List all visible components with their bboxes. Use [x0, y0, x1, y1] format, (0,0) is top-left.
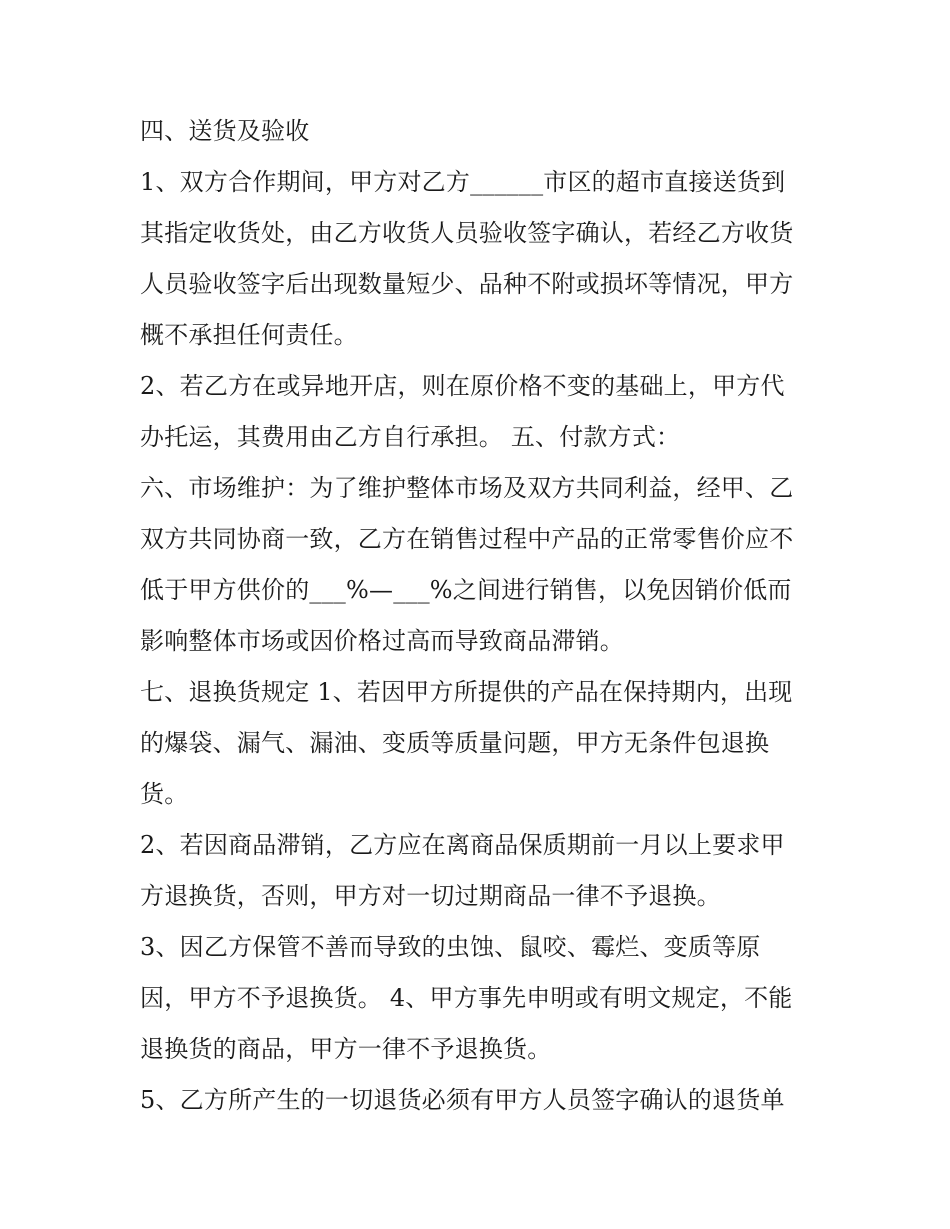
text-line: 退换货的商品，甲方一律不予退换货。: [140, 1035, 552, 1063]
text-line: 六、市场维护：为了维护整体市场及双方共同利益，经甲、乙: [140, 474, 794, 502]
text-line: 2、若乙方在或异地开店，则在原价格不变的基础上，甲方代: [140, 372, 785, 400]
text-line: 人员验收签字后出现数量短少、品种不附或损坏等情况，甲方: [140, 270, 794, 298]
text-line: 2、若因商品滞销，乙方应在离商品保质期前一月以上要求甲: [140, 831, 785, 859]
text-line: 因，甲方不予退换货。 4、甲方事先申明或有明文规定，不能: [140, 984, 793, 1012]
text-line: 3、因乙方保管不善而导致的虫蚀、鼠咬、霉烂、变质等原: [140, 933, 761, 961]
document-body: [140, 106, 820, 1126]
text-line: 的爆袋、漏气、漏油、变质等质量问题，甲方无条件包退换: [140, 729, 770, 757]
text-line: 方退换货，否则，甲方对一切过期商品一律不予退换。: [140, 882, 721, 910]
text-line: 5、乙方所产生的一切退货必须有甲方人员签字确认的退货单: [140, 1086, 785, 1114]
text-line: 其指定收货处，由乙方收货人员验收签字确认，若经乙方收货: [140, 219, 794, 247]
text-line: 低于甲方供价的___%—___%之间进行销售，以免因销价低而: [140, 576, 792, 604]
text-line: 办托运，其费用由乙方自行承担。 五、付款方式：: [140, 423, 681, 451]
section-heading: 四、送货及验收: [140, 117, 310, 145]
text-line: 双方共同协商一致，乙方在销售过程中产品的正常零售价应不: [140, 525, 794, 553]
text-line: 货。: [140, 780, 189, 808]
text-line: 概不承担任何责任。: [140, 321, 358, 349]
text-line: 七、退换货规定 1、若因甲方所提供的产品在保持期内，出现: [140, 678, 793, 706]
text-line: 1、双方合作期间，甲方对乙方______市区的超市直接送货到: [140, 168, 786, 196]
text-line: 影响整体市场或因价格过高而导致商品滞销。: [140, 627, 624, 655]
